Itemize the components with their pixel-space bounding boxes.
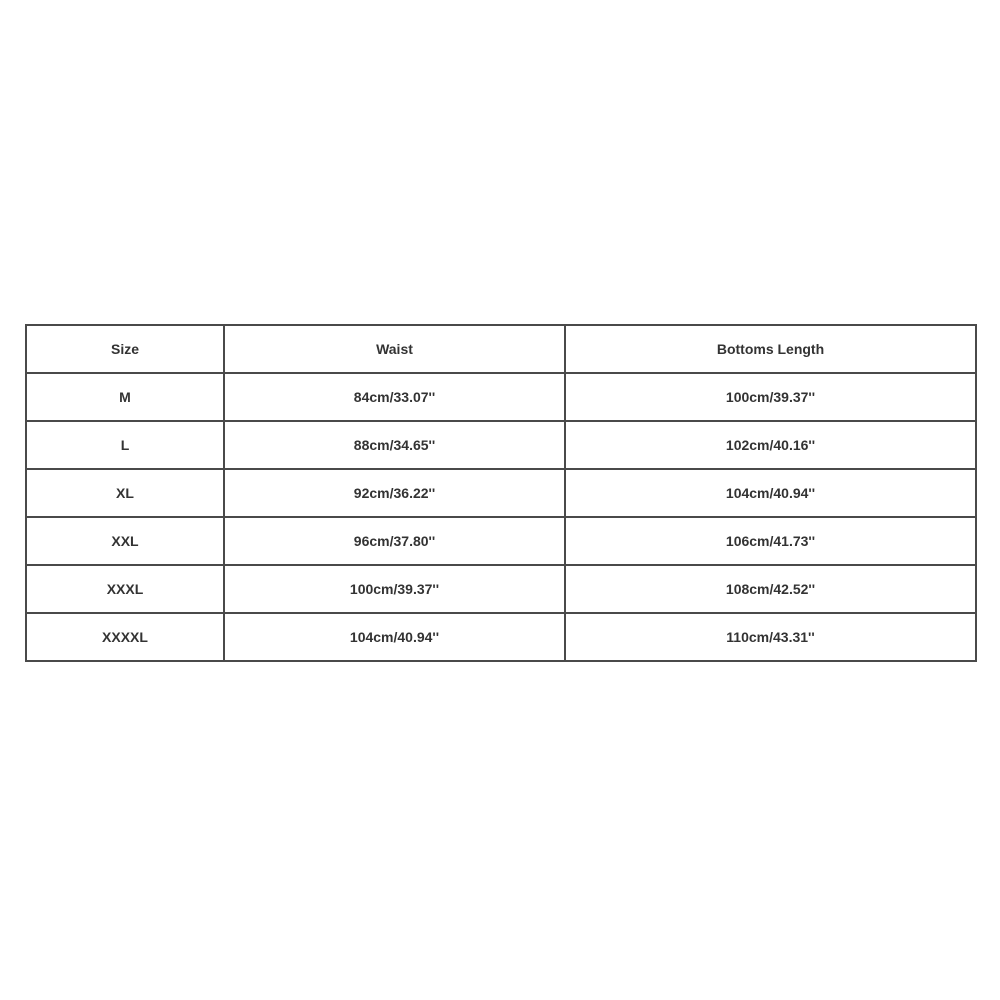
cell-size: XXXL [26,565,224,613]
table-row [26,517,976,565]
cell-size: L [26,421,224,469]
size-chart-table [25,324,977,662]
table-row [26,613,976,661]
table-header-row [26,325,976,373]
cell-waist: 92cm/36.22'' [224,469,565,517]
cell-bottoms-length: 102cm/40.16'' [565,421,976,469]
cell-waist: 84cm/33.07'' [224,373,565,421]
table-row [26,469,976,517]
table-row [26,373,976,421]
header-size: Size [26,325,224,373]
cell-size: XXXXL [26,613,224,661]
header-waist: Waist [224,325,565,373]
cell-bottoms-length: 100cm/39.37'' [565,373,976,421]
cell-waist: 100cm/39.37'' [224,565,565,613]
cell-bottoms-length: 108cm/42.52'' [565,565,976,613]
cell-size: XXL [26,517,224,565]
cell-waist: 96cm/37.80'' [224,517,565,565]
table-row [26,565,976,613]
cell-size: XL [26,469,224,517]
cell-bottoms-length: 110cm/43.31'' [565,613,976,661]
table-row [26,421,976,469]
cell-waist: 104cm/40.94'' [224,613,565,661]
cell-waist: 88cm/34.65'' [224,421,565,469]
header-bottoms-length: Bottoms Length [565,325,976,373]
cell-bottoms-length: 106cm/41.73'' [565,517,976,565]
cell-size: M [26,373,224,421]
cell-bottoms-length: 104cm/40.94'' [565,469,976,517]
